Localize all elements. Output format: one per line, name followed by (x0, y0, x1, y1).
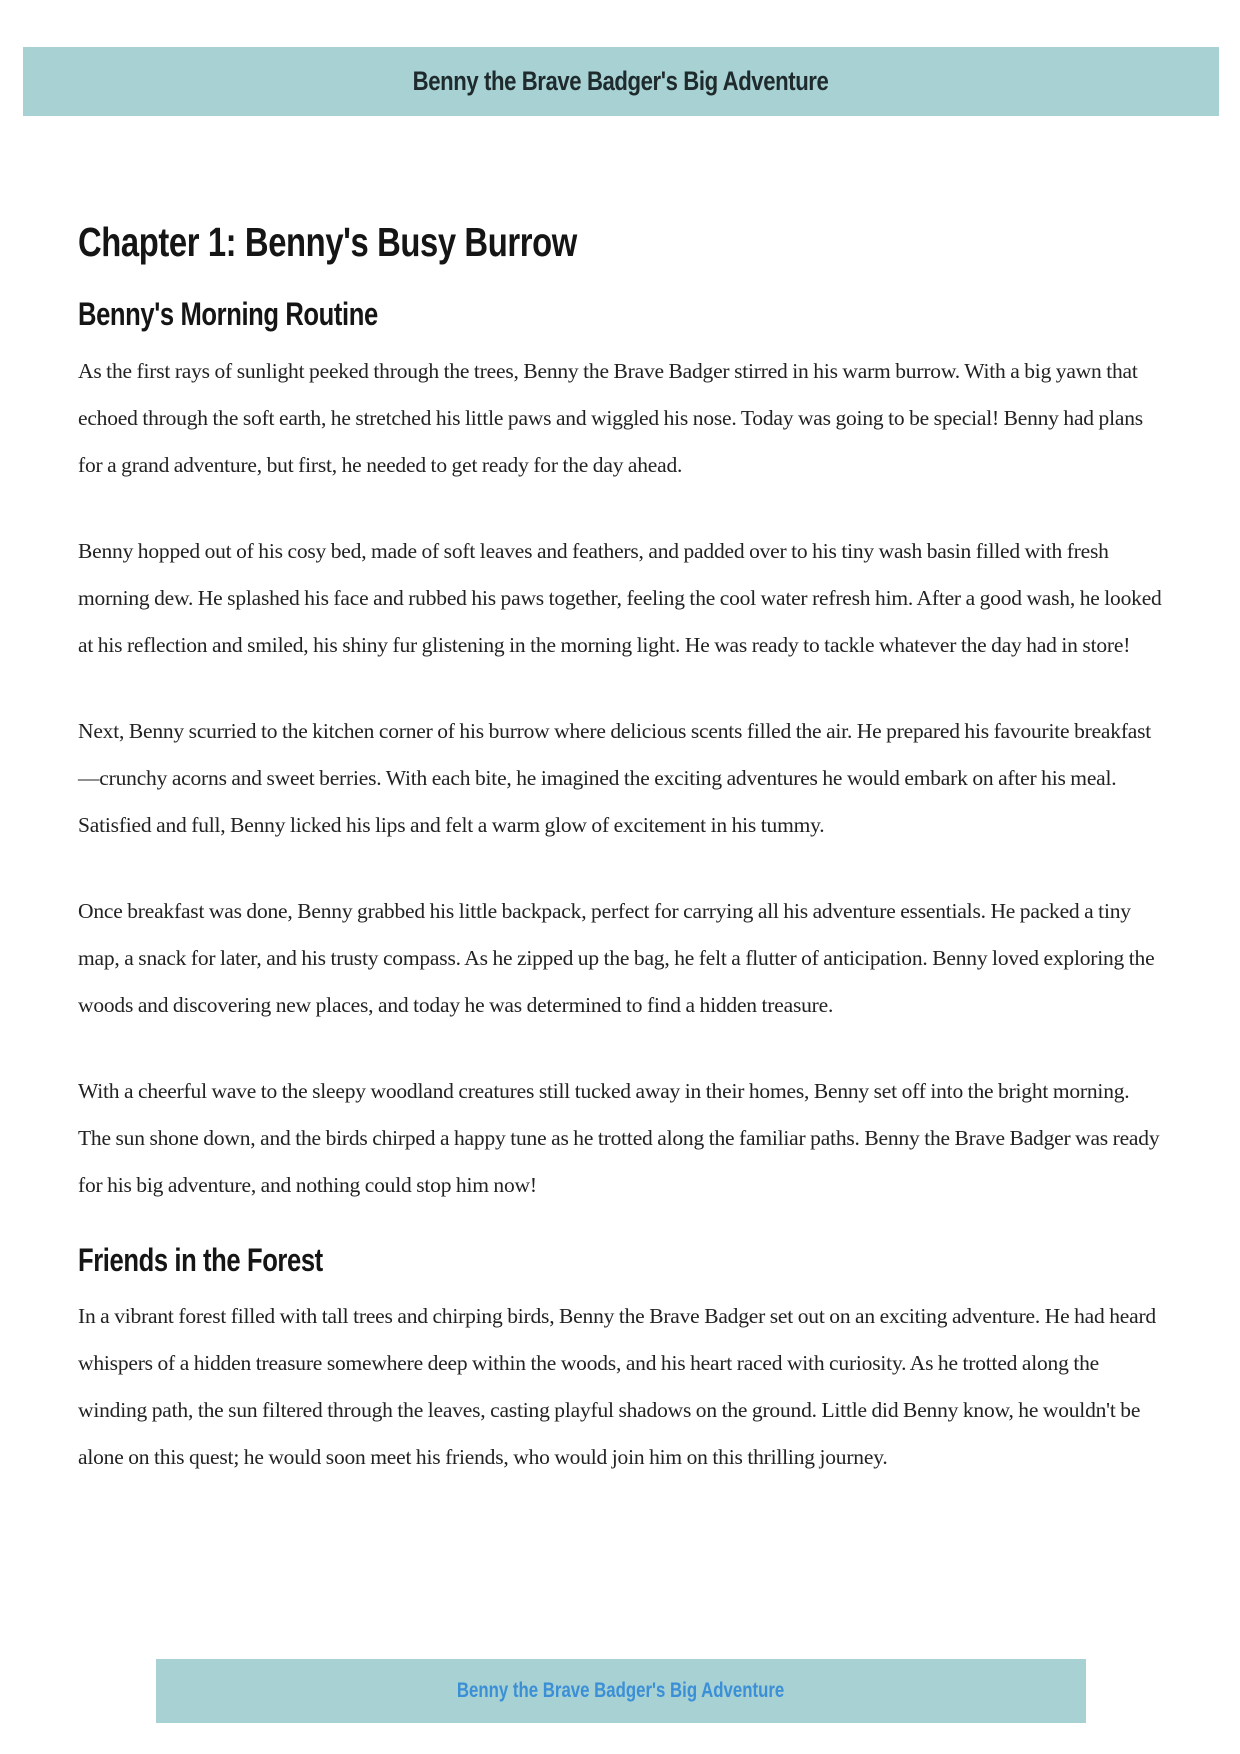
paragraph: In a vibrant forest filled with tall trees and chirping birds, Benny the Brave Badger set out on an exciting adventure. He had heard whispers of a hidden treasure somewhere deep within the woods, and his heart raced with curiosity. As he trotted along the winding path, the sun filtered through the leaves, casting playful shadows on the ground. Little did Benny know, he wouldn't be alone on this quest; he would soon meet his friends, who would join him on this thrilling journey. (78, 1303, 1156, 1469)
section-title: Benny's Morning Routine (78, 296, 378, 333)
book-title: Benny the Brave Badger's Big Adventure (413, 66, 829, 96)
chapter-content (78, 218, 1166, 1481)
section-friends-in-forest (78, 1241, 1166, 1481)
chapter-title: Chapter 1: Benny's Busy Burrow (78, 219, 577, 265)
section-title: Friends in the Forest (78, 1241, 323, 1278)
paragraph: With a cheerful wave to the sleepy woodland creatures still tucked away in their homes, Benny set off into the bright morning. The sun shone down, and the birds chirped a happy tune as he trotted along the familiar paths. Benny the Brave Badger was ready for his big adventure, and nothing could stop him now! (78, 1078, 1160, 1197)
paragraph: Benny hopped out of his cosy bed, made of soft leaves and feathers, and padded over to his tiny wash basin filled with fresh morning dew. He splashed his face and rubbed his paws together, feeling the cool water refresh him. After a good wash, he looked at his reflection and smiled, his shiny fur glistening in the morning light. He was ready to tackle whatever the day had in store! (78, 538, 1162, 657)
paragraph: As the first rays of sunlight peeked through the trees, Benny the Brave Badger stirred in his warm burrow. With a big yawn that echoed through the soft earth, he stretched his little paws and wiggled his nose. Today was going to be special! Benny had plans for a grand adventure, but first, he needed to get ready for the day ahead. (78, 358, 1143, 477)
page-header (23, 47, 1219, 116)
section-morning-routine (78, 295, 1166, 1208)
paragraph: Next, Benny scurried to the kitchen corner of his burrow where delicious scents filled the air. He prepared his favourite breakfast—crunchy acorns and sweet berries. With each bite, he imagined the exciting adventures he would embark on after his meal. Satisfied and full, Benny licked his lips and felt a warm glow of excitement in his tummy. (78, 718, 1152, 837)
footer-title: Benny the Brave Badger's Big Adventure (457, 1679, 785, 1702)
paragraph: Once breakfast was done, Benny grabbed his little backpack, perfect for carrying all his adventure essentials. He packed a tiny map, a snack for later, and his trusty compass. As he zipped up the bag, he felt a flutter of anticipation. Benny loved exploring the woods and discovering new places, and today he was determined to find a hidden treasure. (78, 898, 1155, 1017)
page-footer (156, 1659, 1086, 1723)
